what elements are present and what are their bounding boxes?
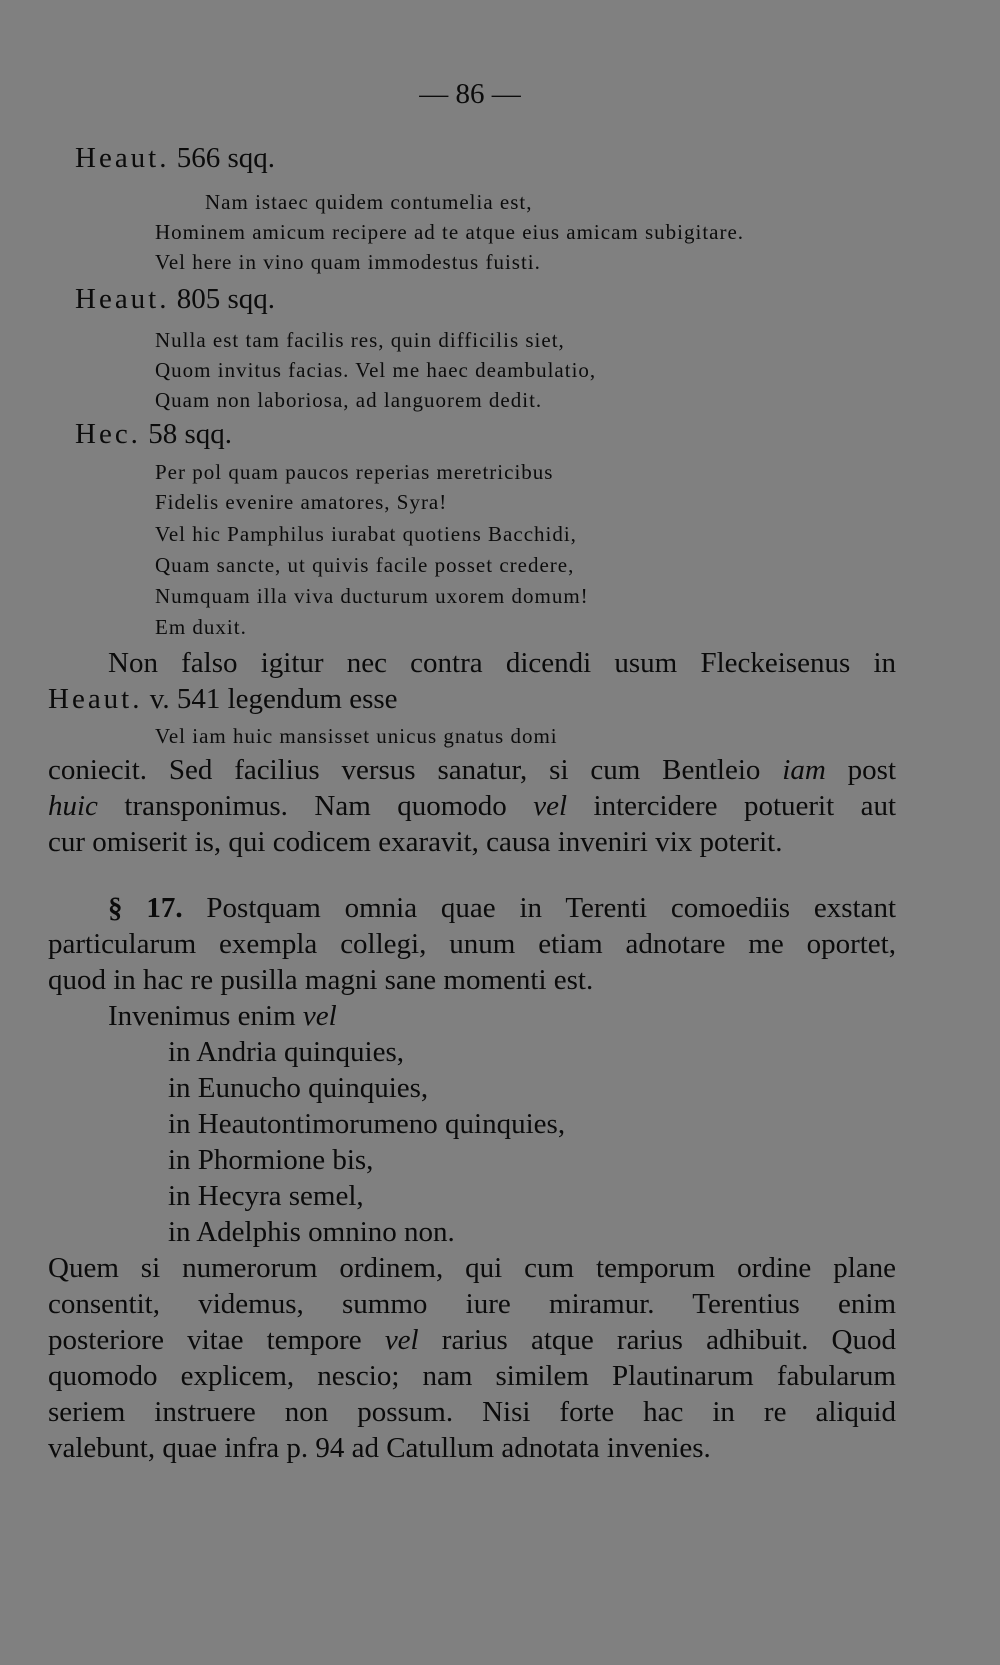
verse-line: Em duxit. — [155, 615, 247, 639]
text-line: particularum exempla collegi, unum etiam adnotare me oportet, — [48, 928, 896, 960]
citation-number: 805 sqq. — [176, 283, 276, 315]
paragraph — [48, 752, 896, 860]
list-item: in Phormione bis, — [168, 1144, 374, 1176]
verse-line: Quam sancte, ut quivis facile posset credere, — [155, 553, 575, 577]
verse-line: Vel iam huic mansisset unicus gnatus domi — [155, 724, 558, 748]
italic-word: huic — [48, 790, 98, 822]
verse-line: Per pol quam paucos reperias meretricibus — [155, 460, 554, 484]
section-number: § 17. — [108, 892, 183, 924]
text-line — [48, 890, 896, 926]
text-line — [48, 1322, 896, 1358]
citation-number: 58 sqq. — [148, 418, 232, 450]
text-fragment: Postquam omnia quae in Terenti comoediis exstant — [206, 892, 897, 924]
text-line: Quem si numerorum ordinem, qui cum temporum ordine plane — [48, 1252, 896, 1284]
citation-label: Heaut. — [48, 683, 143, 715]
list-item: in Andria quinquies, — [168, 1036, 405, 1068]
text-fragment: rarius atque rarius adhibuit. Quod — [441, 1324, 896, 1356]
citation-label: Heaut. — [75, 142, 170, 174]
italic-word: vel — [302, 1000, 337, 1032]
verse-line: Nulla est tam facilis res, quin difficilis siet, — [155, 328, 565, 352]
text-line: quomodo explicem, nescio; nam similem Plautinarum fabularum — [48, 1360, 896, 1392]
verse-line: Hominem amicum recipere ad te atque eius amicam subigitare. — [155, 220, 745, 244]
verse-line: Quom invitus facias. Vel me haec deambulatio, — [155, 358, 597, 382]
text-line: seriem instruere non possum. Nisi forte hac in re aliquid — [48, 1396, 896, 1428]
verse-line: Vel here in vino quam immodestus fuisti. — [155, 250, 541, 274]
list-item: in Eunucho quinquies, — [168, 1072, 429, 1104]
citation-heading — [75, 283, 275, 316]
page-number: — 86 — — [419, 78, 521, 110]
citation-heading — [75, 142, 275, 175]
italic-word: iam — [782, 754, 826, 786]
list-item: in Heautontimorumeno quinquies, — [168, 1108, 566, 1140]
text-line: quod in hac re pusilla magni sane momenti est. — [48, 964, 594, 996]
verse-line: Vel hic Pamphilus iurabat quotiens Bacchidi, — [155, 522, 577, 546]
citation-heading — [75, 418, 232, 451]
text-line: valebunt, quae infra p. 94 ad Catullum adnotata invenies. — [48, 1432, 711, 1464]
text-fragment: v. 541 legendum esse — [149, 683, 398, 715]
text-line — [48, 788, 896, 824]
paragraph — [48, 890, 896, 1034]
verse-line: Numquam illa viva ducturum uxorem domum! — [155, 584, 589, 608]
verse-line: Fidelis evenire amatores, Syra! — [155, 490, 448, 514]
citation-label: Hec. — [75, 418, 141, 450]
italic-word: vel — [384, 1324, 419, 1356]
text-fragment: post — [847, 754, 897, 786]
text-fragment: Invenimus enim — [108, 1000, 296, 1032]
text-line: cur omiserit is, qui codicem exaravit, causa inveniri vix poterit. — [48, 826, 783, 858]
text-line — [48, 998, 896, 1034]
text-fragment: coniecit. Sed facilius versus sanatur, si cum Bentleio — [48, 754, 761, 786]
text-fragment: intercidere potuerit aut — [593, 790, 897, 822]
text-line — [48, 681, 896, 717]
text-line — [48, 752, 896, 788]
list-item: in Hecyra semel, — [168, 1180, 364, 1212]
text-line: Non falso igitur nec contra dicendi usum Fleckeisenus in — [108, 647, 896, 679]
text-fragment: posteriore vitae tempore — [48, 1324, 362, 1356]
occurrence-list — [168, 1034, 565, 1250]
citation-number: 566 sqq. — [176, 142, 276, 174]
citation-label: Heaut. — [75, 283, 170, 315]
verse-line: Quam non laboriosa, ad languorem dedit. — [155, 388, 543, 412]
text-fragment: transponimus. Nam quomodo — [124, 790, 507, 822]
text-line: consentit, videmus, summo iure miramur. Terentius enim — [48, 1288, 896, 1320]
verse-line: Nam istaec quidem contumelia est, — [205, 190, 533, 214]
italic-word: vel — [533, 790, 568, 822]
paragraph — [48, 1250, 896, 1466]
list-item: in Adelphis omnino non. — [168, 1216, 455, 1248]
paragraph — [48, 645, 896, 717]
